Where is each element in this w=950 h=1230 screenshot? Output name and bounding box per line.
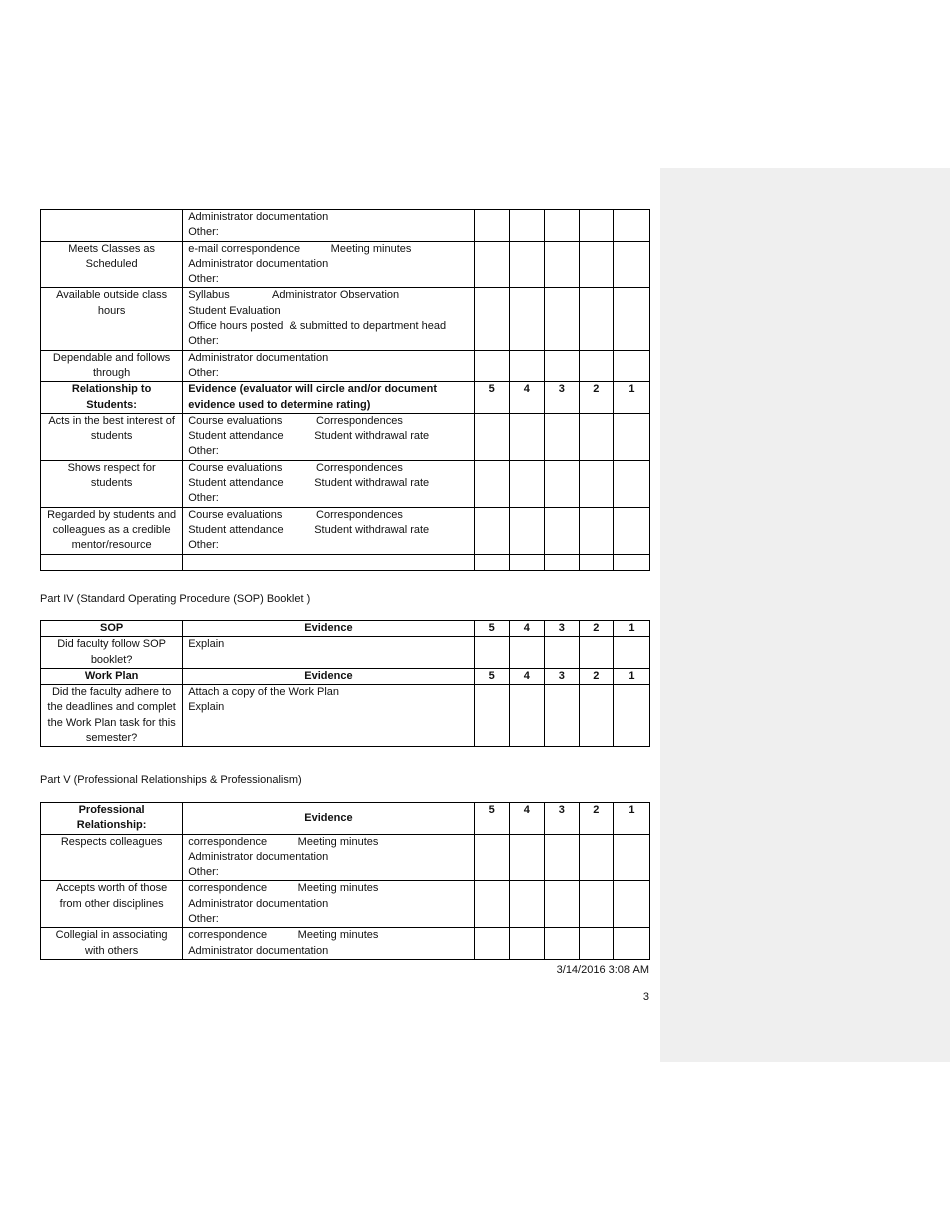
criterion-cell: Meets Classes as Scheduled	[41, 241, 183, 288]
table-row-empty	[41, 554, 650, 570]
table-header-row	[41, 668, 650, 684]
score-cell[interactable]	[613, 241, 649, 288]
evidence-line: Course evaluations Correspondences	[188, 414, 403, 427]
comment-pane	[660, 168, 950, 1062]
score-cell[interactable]	[544, 241, 579, 288]
score-cell[interactable]	[509, 637, 544, 669]
score-cell[interactable]	[579, 685, 613, 747]
score-cell[interactable]	[474, 834, 509, 881]
score-cell[interactable]	[613, 210, 649, 242]
evidence-cell	[183, 350, 474, 382]
score-cell[interactable]	[613, 460, 649, 507]
score-cell[interactable]	[544, 834, 579, 881]
criterion-cell: Shows respect for students	[41, 460, 183, 507]
evidence-line: Administrator documentation	[188, 257, 329, 270]
score-cell[interactable]	[613, 928, 649, 960]
score-cell[interactable]	[579, 554, 613, 570]
relationship-table	[40, 209, 650, 571]
score-cell[interactable]	[509, 834, 544, 881]
score-cell[interactable]	[509, 288, 544, 350]
score-cell[interactable]	[474, 210, 509, 242]
score-cell[interactable]	[579, 413, 613, 460]
table-row	[41, 288, 650, 350]
evidence-line: Other:	[188, 445, 219, 458]
score-cell[interactable]	[544, 413, 579, 460]
evidence-line: e-mail correspondence Meeting minutes	[188, 242, 412, 255]
score-header-4: 4	[509, 803, 544, 835]
evidence-line: Explain	[188, 701, 225, 714]
evidence-cell	[183, 834, 474, 881]
part4-heading: Part IV (Standard Operating Procedure (SOP) Booklet )	[40, 593, 311, 605]
score-cell[interactable]	[509, 881, 544, 928]
score-header-5: 5	[474, 668, 509, 684]
score-cell[interactable]	[509, 554, 544, 570]
criterion-cell: Dependable and follows through	[41, 350, 183, 382]
criterion-cell: Regarded by students and colleagues as a credible mentor/resource	[41, 507, 183, 554]
score-header-1: 1	[613, 621, 649, 637]
evidence-line: correspondence Meeting minutes	[188, 835, 379, 848]
score-cell[interactable]	[474, 637, 509, 669]
score-cell[interactable]	[579, 210, 613, 242]
header-criterion: Relationship to Students:	[41, 382, 183, 414]
score-cell[interactable]	[544, 637, 579, 669]
criterion-cell: Collegial in associating with others	[41, 928, 183, 960]
evidence-line: correspondence Meeting minutes	[188, 929, 379, 942]
score-header-4: 4	[509, 668, 544, 684]
score-cell[interactable]	[509, 507, 544, 554]
evidence-line: Course evaluations Correspondences	[188, 461, 403, 474]
score-cell[interactable]	[474, 685, 509, 747]
score-cell[interactable]	[613, 288, 649, 350]
score-cell[interactable]	[613, 685, 649, 747]
evidence-line: Student attendance Student withdrawal rate	[188, 477, 430, 490]
evidence-cell	[183, 288, 474, 350]
score-header-2: 2	[579, 621, 613, 637]
score-cell[interactable]	[579, 637, 613, 669]
evidence-line: Other:	[188, 913, 219, 926]
score-header-1: 1	[613, 382, 649, 414]
header-evidence: Evidence	[183, 668, 474, 684]
score-header-2: 2	[579, 668, 613, 684]
score-cell[interactable]	[544, 554, 579, 570]
score-header-3: 3	[544, 621, 579, 637]
score-cell[interactable]	[544, 288, 579, 350]
score-cell[interactable]	[474, 288, 509, 350]
header-criterion: SOP	[41, 621, 183, 637]
score-header-2: 2	[579, 382, 613, 414]
header-criterion: Work Plan	[41, 668, 183, 684]
table-header-row	[41, 382, 650, 414]
table-row	[41, 637, 650, 669]
score-cell[interactable]	[579, 881, 613, 928]
score-cell[interactable]	[509, 210, 544, 242]
evidence-line: Other:	[188, 226, 219, 239]
criterion-cell: Available outside class hours	[41, 288, 183, 350]
score-header-5: 5	[474, 803, 509, 835]
empty-cell	[41, 554, 183, 570]
score-cell[interactable]	[509, 685, 544, 747]
table-row	[41, 350, 650, 382]
evidence-cell	[183, 928, 474, 960]
table-header-row	[41, 803, 650, 835]
evidence-line: Administrator documentation	[188, 351, 329, 364]
score-header-4: 4	[509, 382, 544, 414]
score-cell[interactable]	[544, 881, 579, 928]
score-header-3: 3	[544, 382, 579, 414]
score-header-5: 5	[474, 382, 509, 414]
table-header-row	[41, 621, 650, 637]
evidence-line: Other:	[188, 366, 219, 379]
evidence-line: Student attendance Student withdrawal rate	[188, 523, 430, 536]
score-cell[interactable]	[613, 350, 649, 382]
score-cell[interactable]	[579, 507, 613, 554]
table-row	[41, 881, 650, 928]
criterion-cell: Accepts worth of those from other disciplines	[41, 881, 183, 928]
header-evidence	[183, 382, 474, 414]
table-row	[41, 241, 650, 288]
score-cell[interactable]	[474, 241, 509, 288]
header-evidence: Evidence	[183, 803, 474, 835]
score-cell[interactable]	[613, 637, 649, 669]
score-cell[interactable]	[544, 460, 579, 507]
evidence-line: Office hours posted & submitted to department head	[188, 320, 447, 333]
professional-table	[40, 802, 650, 960]
score-cell[interactable]	[544, 507, 579, 554]
score-cell[interactable]	[544, 928, 579, 960]
part5-heading: Part V (Professional Relationships & Professionalism)	[40, 774, 302, 786]
score-header-1: 1	[613, 668, 649, 684]
empty-cell	[183, 554, 474, 570]
evidence-line: Student attendance Student withdrawal rate	[188, 430, 430, 443]
score-cell[interactable]	[579, 928, 613, 960]
sop-table	[40, 620, 650, 747]
evidence-line: Student Evaluation	[188, 304, 281, 317]
score-cell[interactable]	[544, 685, 579, 747]
evidence-line: Attach a copy of the Work Plan	[188, 686, 340, 699]
evidence-cell	[183, 637, 474, 669]
criterion-cell: Did faculty follow SOP booklet?	[41, 637, 183, 669]
score-header-1: 1	[613, 803, 649, 835]
evidence-cell	[183, 685, 474, 747]
score-cell[interactable]	[509, 928, 544, 960]
evidence-line: correspondence Meeting minutes	[188, 882, 379, 895]
evidence-cell	[183, 881, 474, 928]
score-cell[interactable]	[544, 210, 579, 242]
table-row	[41, 210, 650, 242]
score-cell[interactable]	[579, 834, 613, 881]
evidence-line: Administrator documentation	[188, 211, 329, 223]
header-evidence-line: evidence used to determine rating)	[188, 398, 371, 411]
score-cell[interactable]	[613, 881, 649, 928]
score-cell[interactable]	[613, 554, 649, 570]
score-cell[interactable]	[579, 350, 613, 382]
score-header-3: 3	[544, 668, 579, 684]
evidence-cell	[183, 460, 474, 507]
score-header-4: 4	[509, 621, 544, 637]
header-evidence: Evidence	[183, 621, 474, 637]
criterion-cell: Acts in the best interest of students	[41, 413, 183, 460]
score-header-2: 2	[579, 803, 613, 835]
score-cell[interactable]	[579, 288, 613, 350]
criterion-cell: Did the faculty adhere to the deadlines and complet the Work Plan task for this semester?	[41, 685, 183, 747]
evidence-line: Other:	[188, 335, 219, 348]
table-row	[41, 685, 650, 747]
score-cell[interactable]	[474, 460, 509, 507]
table-row	[41, 834, 650, 881]
evidence-line: Other:	[188, 539, 219, 552]
score-cell[interactable]	[613, 834, 649, 881]
evidence-line: Administrator documentation	[188, 850, 329, 863]
header-criterion: Professional Relationship:	[41, 803, 183, 835]
evidence-line: Other:	[188, 273, 219, 286]
score-cell[interactable]	[474, 554, 509, 570]
score-cell[interactable]	[579, 241, 613, 288]
score-cell[interactable]	[509, 241, 544, 288]
score-cell[interactable]	[474, 413, 509, 460]
score-cell[interactable]	[474, 928, 509, 960]
score-cell[interactable]	[509, 460, 544, 507]
evidence-line: Course evaluations Correspondences	[188, 508, 403, 521]
evidence-cell	[183, 210, 474, 242]
score-cell[interactable]	[474, 881, 509, 928]
evidence-line: Administrator documentation	[188, 897, 329, 910]
table-row	[41, 413, 650, 460]
score-cell[interactable]	[474, 507, 509, 554]
score-cell[interactable]	[544, 350, 579, 382]
table-row	[41, 507, 650, 554]
table-row	[41, 460, 650, 507]
score-cell[interactable]	[613, 413, 649, 460]
page-number: 3	[642, 991, 649, 1003]
evidence-cell	[183, 507, 474, 554]
score-cell[interactable]	[579, 460, 613, 507]
evidence-cell	[183, 413, 474, 460]
score-header-5: 5	[474, 621, 509, 637]
score-cell[interactable]	[613, 507, 649, 554]
header-evidence-line: Evidence (evaluator will circle and/or document	[188, 383, 438, 396]
score-cell[interactable]	[509, 350, 544, 382]
evidence-line: Other:	[188, 492, 219, 505]
score-cell[interactable]	[474, 350, 509, 382]
evidence-cell	[183, 241, 474, 288]
score-cell[interactable]	[509, 413, 544, 460]
evidence-line: Administrator documentation	[188, 944, 329, 957]
score-header-3: 3	[544, 803, 579, 835]
criterion-cell	[41, 210, 183, 242]
criterion-cell: Respects colleagues	[41, 834, 183, 881]
evidence-line: Syllabus Administrator Observation	[188, 289, 400, 302]
table-row	[41, 928, 650, 960]
evidence-line: Other:	[188, 866, 219, 879]
evidence-line: Explain	[188, 638, 225, 651]
footer-date: 3/14/2016 3:08 AM	[556, 964, 649, 976]
